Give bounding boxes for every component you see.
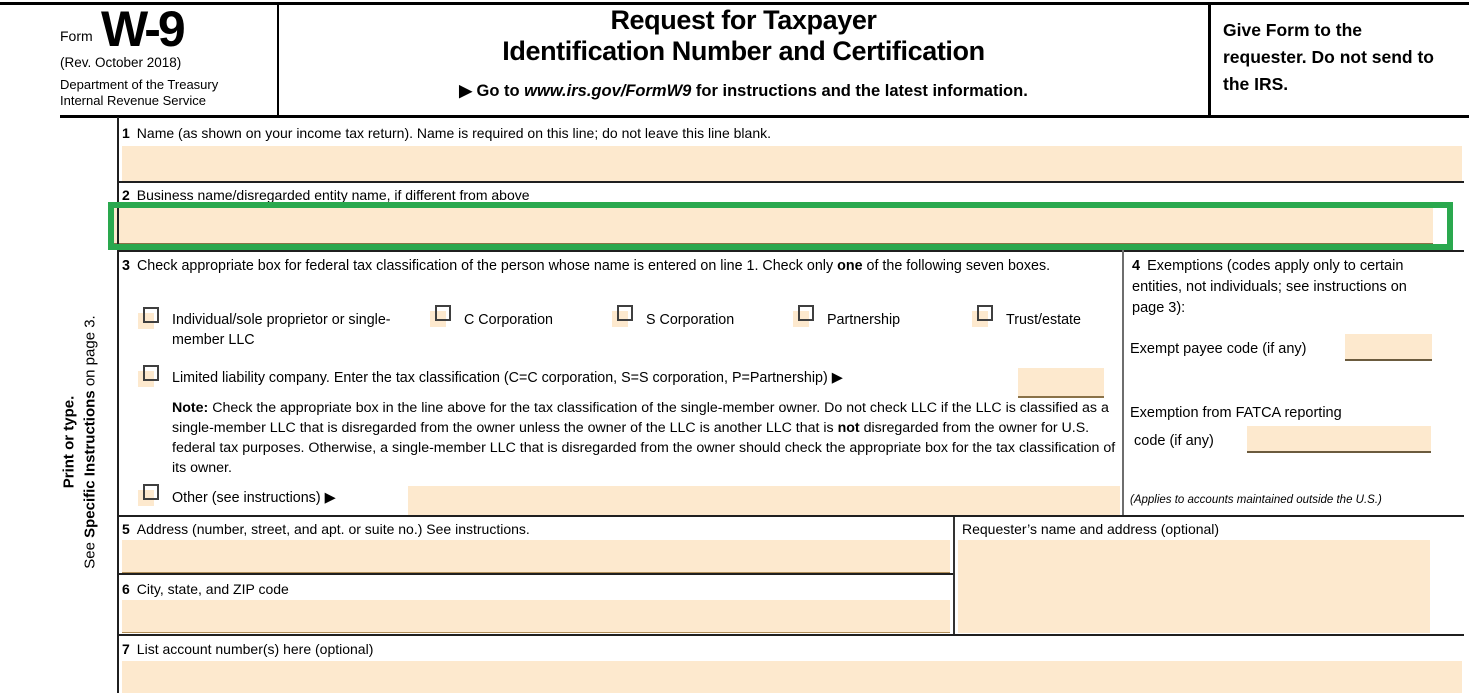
checkbox-outline bbox=[977, 305, 993, 321]
goto-url-link[interactable]: www.irs.gov/FormW9 bbox=[524, 82, 692, 100]
other-label-text: Other (see instructions) bbox=[172, 490, 325, 506]
line4-label-text: Exemptions (codes apply only to certain entities, not individuals; see instructions on page 3): bbox=[1132, 258, 1407, 316]
line3-label-pre: Check appropriate box for federal tax classification of the person whose name is entered on line 1. Check only bbox=[136, 258, 838, 274]
line1-number: 1 bbox=[122, 125, 130, 141]
checkbox-c-corporation-label: C Corporation bbox=[464, 312, 553, 328]
checkbox-outline bbox=[798, 305, 814, 321]
llc-note bbox=[172, 398, 1122, 478]
goto-post-text: for instructions and the latest information. bbox=[691, 82, 1028, 100]
line2-label bbox=[122, 186, 530, 204]
row3-divider bbox=[117, 515, 1464, 517]
line3-label-post: of the following seven boxes. bbox=[862, 258, 1051, 274]
row5-divider bbox=[117, 573, 953, 575]
business-name-input[interactable] bbox=[114, 208, 1433, 246]
checkbox-outline bbox=[435, 305, 451, 321]
checkbox-llc-label bbox=[172, 369, 1017, 387]
checkbox-llc[interactable] bbox=[138, 365, 159, 387]
row6-divider bbox=[117, 634, 1464, 636]
exempt-payee-label: Exempt payee code (if any) bbox=[1130, 341, 1307, 357]
checkbox-outline bbox=[617, 305, 633, 321]
form-revision: (Rev. October 2018) bbox=[60, 55, 182, 70]
checkbox-partnership-label: Partnership bbox=[827, 312, 901, 328]
sidebar-note bbox=[59, 235, 111, 650]
note-text-1: Check the appropriate box in the line above for the tax classification of the single-member owner. Do not check LLC if the LLC is classified as a single-member LLC that is disregarded from the owner unless the owner of the LLC is another LLC that is bbox=[172, 400, 1109, 436]
checkbox-s-corporation-label: S Corporation bbox=[646, 312, 735, 328]
llc-label-text: Limited liability company. Enter the tax classification (C=C corporation, S=S corporation, P=Partnership) bbox=[172, 370, 832, 386]
form-word: Form bbox=[60, 28, 93, 44]
note-text-2: disregarded from the owner for U.S. federal tax purposes. Otherwise, a single-member LLC that is disregarded from the owner should check the appropriate box for the tax classification of its owner. bbox=[172, 420, 1116, 476]
column-divider-3-4 bbox=[1122, 250, 1124, 517]
row2-divider bbox=[117, 250, 1464, 252]
checkbox-s-corporation[interactable] bbox=[612, 305, 633, 327]
sidebar-line-2 bbox=[80, 235, 101, 650]
line3-label-bold: one bbox=[837, 258, 863, 274]
column-divider-5-requester bbox=[953, 517, 955, 635]
checkbox-other-label bbox=[172, 489, 336, 507]
form-number: W-9 bbox=[101, 1, 183, 57]
right-arrow-icon: ▶ bbox=[324, 490, 336, 506]
right-arrow-icon: ▶ bbox=[831, 370, 843, 386]
goto-instructions-line bbox=[279, 81, 1208, 101]
checkbox-c-corporation[interactable] bbox=[430, 305, 451, 327]
line7-number: 7 bbox=[122, 641, 130, 657]
address-input[interactable] bbox=[122, 540, 950, 573]
sidebar-line2-pre: See bbox=[81, 537, 99, 569]
form-title bbox=[279, 0, 1208, 115]
checkbox-trust-estate-label: Trust/estate bbox=[1006, 312, 1081, 328]
account-numbers-input[interactable] bbox=[122, 661, 1462, 693]
line6-label-text: City, state, and ZIP code bbox=[136, 581, 289, 597]
line7-label bbox=[122, 640, 373, 658]
line5-label-text: Address (number, street, and apt. or suite no.) See instructions. bbox=[136, 521, 530, 537]
checkbox-outline bbox=[143, 484, 159, 500]
row1-divider bbox=[117, 181, 1464, 183]
title-line-1: Request for Taxpayer bbox=[610, 5, 877, 35]
line4-label bbox=[1132, 256, 1437, 319]
checkbox-other[interactable] bbox=[138, 484, 159, 506]
note-bold: Note: bbox=[172, 400, 209, 416]
exempt-payee-input[interactable] bbox=[1345, 334, 1432, 361]
fatca-label-line1: Exemption from FATCA reporting bbox=[1130, 405, 1342, 421]
sidebar-line2-post: on page 3. bbox=[81, 315, 99, 391]
line2-label-text: Business name/disregarded entity name, if different from above bbox=[136, 187, 530, 203]
line6-number: 6 bbox=[122, 581, 130, 597]
line1-label-text: Name (as shown on your income tax return). Name is required on this line; do not leave this line blank. bbox=[136, 125, 772, 141]
checkbox-individual-label: Individual/sole proprietor or single-member LLC bbox=[172, 312, 391, 348]
main-left-border bbox=[117, 117, 119, 693]
name-input[interactable] bbox=[122, 146, 1462, 181]
line7-label-text: List account number(s) here (optional) bbox=[136, 641, 374, 657]
fatca-label-line2: code (if any) bbox=[1134, 433, 1214, 449]
applies-note: (Applies to accounts maintained outside the U.S.) bbox=[1130, 494, 1382, 506]
checkbox-trust-estate[interactable] bbox=[972, 305, 993, 327]
line4-number: 4 bbox=[1132, 258, 1141, 274]
city-state-zip-input[interactable] bbox=[122, 600, 950, 633]
line6-label bbox=[122, 580, 289, 598]
sidebar-line-1: Print or type. bbox=[60, 395, 78, 489]
other-input[interactable] bbox=[408, 486, 1120, 515]
line1-label bbox=[122, 124, 771, 142]
note-bold-2: not bbox=[837, 420, 860, 436]
requester-label: Requester’s name and address (optional) bbox=[962, 521, 1220, 537]
form-agency: Internal Revenue Service bbox=[60, 93, 206, 108]
line5-label bbox=[122, 520, 530, 538]
header-divider-right bbox=[1208, 2, 1211, 116]
checkbox-outline bbox=[143, 365, 159, 381]
fatca-code-input[interactable] bbox=[1247, 426, 1431, 453]
requester-textarea[interactable] bbox=[958, 540, 1430, 633]
line3-number: 3 bbox=[122, 258, 130, 274]
line2-number: 2 bbox=[122, 187, 130, 203]
title-line-2: Identification Number and Certification bbox=[502, 36, 985, 66]
llc-classification-input[interactable] bbox=[1018, 368, 1104, 398]
checkbox-partnership[interactable] bbox=[793, 305, 814, 327]
goto-pre-text: Go to bbox=[471, 82, 525, 100]
checkbox-outline bbox=[143, 307, 159, 323]
checkbox-individual[interactable] bbox=[138, 307, 159, 329]
line5-number: 5 bbox=[122, 521, 130, 537]
line3-label bbox=[122, 256, 1112, 276]
right-arrow-icon: ▶ bbox=[459, 82, 472, 100]
form-department: Department of the Treasury bbox=[60, 77, 219, 92]
sidebar-line2-bold: Specific Instructions bbox=[81, 390, 99, 538]
give-form-note: Give Form to the requester. Do not send to the IRS. bbox=[1223, 20, 1434, 94]
header-bottom-rule bbox=[60, 115, 1469, 118]
